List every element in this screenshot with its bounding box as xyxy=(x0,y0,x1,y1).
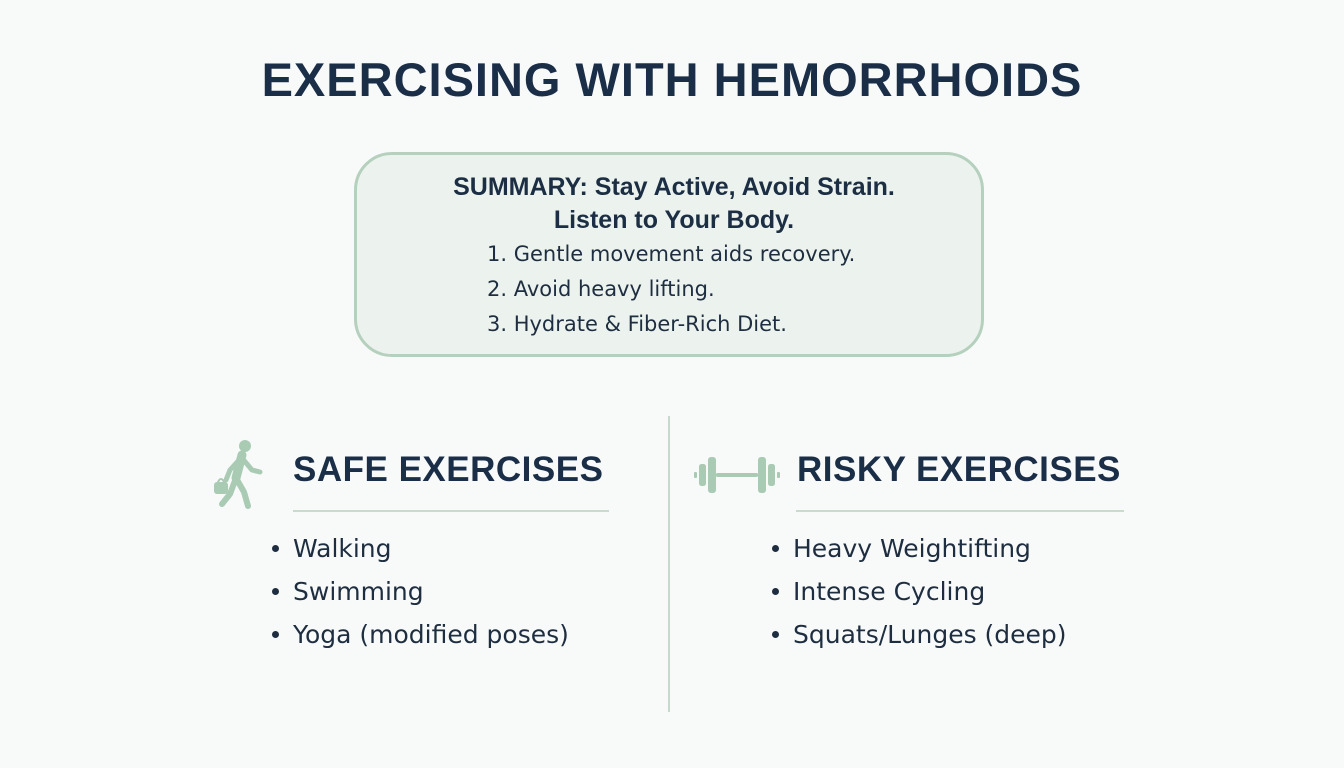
safe-heading-rule xyxy=(293,510,609,512)
list-item: Walking xyxy=(272,527,569,570)
bullet-icon xyxy=(772,588,779,595)
summary-box xyxy=(354,152,984,357)
bullet-icon xyxy=(272,588,279,595)
walking-person-icon xyxy=(212,436,266,516)
bullet-icon xyxy=(772,631,779,638)
bullet-icon xyxy=(772,545,779,552)
risky-exercises-list xyxy=(772,527,1067,656)
safe-exercises-heading: SAFE EXERCISES xyxy=(293,450,604,489)
list-item: Heavy Weightifting xyxy=(772,527,1067,570)
page-title: EXERCISING WITH HEMORRHOIDS xyxy=(261,53,1083,106)
bullet-icon xyxy=(272,631,279,638)
summary-heading-line2: Listen to Your Body. xyxy=(553,206,795,234)
summary-point: 2. Avoid heavy lifting. xyxy=(487,277,715,301)
bullet-icon xyxy=(272,545,279,552)
list-item: Yoga (modified poses) xyxy=(272,613,569,656)
column-divider xyxy=(668,416,670,712)
list-item: Intense Cycling xyxy=(772,570,1067,613)
list-item: Swimming xyxy=(272,570,569,613)
summary-list xyxy=(487,237,855,342)
summary-point: 1. Gentle movement aids recovery. xyxy=(487,242,856,266)
risky-heading-rule xyxy=(796,510,1124,512)
summary-point: 3. Hydrate & Fiber-Rich Diet. xyxy=(487,312,787,336)
dumbbell-icon xyxy=(694,454,780,500)
summary-heading-line1: SUMMARY: Stay Active, Avoid Strain. xyxy=(453,173,895,201)
safe-exercises-list xyxy=(272,527,569,656)
summary-heading xyxy=(357,171,991,237)
risky-exercises-heading: RISKY EXERCISES xyxy=(797,450,1121,489)
list-item: Squats/Lunges (deep) xyxy=(772,613,1067,656)
